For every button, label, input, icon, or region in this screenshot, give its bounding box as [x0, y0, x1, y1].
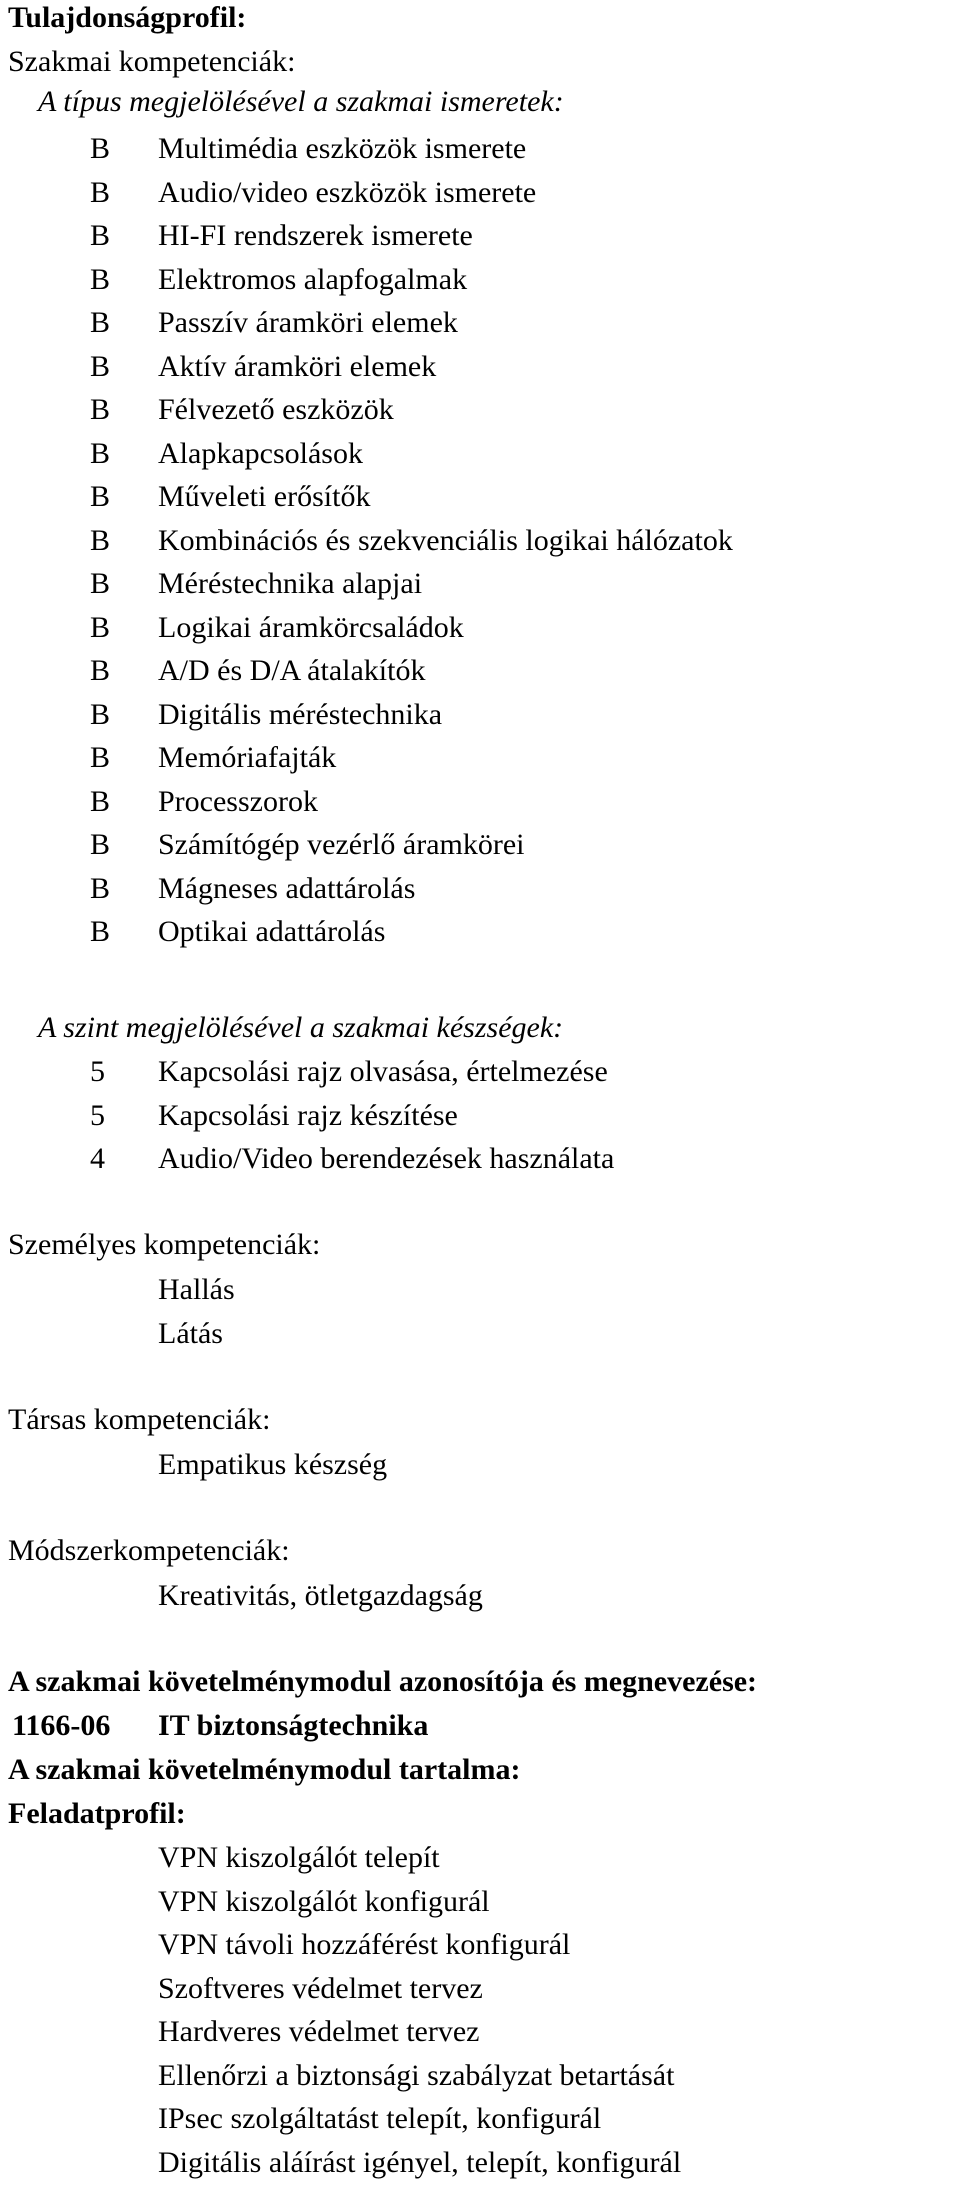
social-item: Empatikus készség [158, 1448, 388, 1481]
item-text: A/D és D/A átalakítók [158, 654, 426, 687]
item-text: Hardveres védelmet tervez [158, 2015, 480, 2048]
item-text: Ellenőrzi a biztonsági szabályzat betartását [158, 2058, 675, 2092]
item-text: Műveleti erősítők [158, 480, 371, 513]
task-item [0, 2054, 960, 2098]
task-item [0, 1967, 960, 2011]
task-item [0, 2097, 960, 2141]
personal-item: Hallás [158, 1273, 235, 1306]
knowledge-item [0, 780, 960, 824]
knowledge-item [0, 475, 960, 519]
skill-item [0, 1137, 960, 1181]
item-text: VPN kiszolgálót telepít [158, 1841, 440, 1874]
knowledge-item [0, 258, 960, 302]
knowledge-item [0, 171, 960, 215]
item-mark: 5 [90, 1055, 105, 1088]
item-text: Aktív áramköri elemek [158, 349, 437, 383]
item-mark: B [90, 654, 111, 687]
module-id-name: IT biztonságtechnika [158, 1709, 429, 1742]
item-text: Audio/video eszközök ismerete [158, 175, 537, 209]
knowledge-item [0, 910, 960, 954]
item-mark: B [90, 436, 111, 470]
knowledge-item [0, 867, 960, 911]
item-mark: B [90, 871, 111, 905]
item-text: Multimédia eszközök ismerete [158, 132, 527, 165]
method-item: Kreativitás, ötletgazdagság [158, 1579, 483, 1612]
item-mark: B [90, 219, 111, 252]
item-mark: B [90, 262, 111, 296]
knowledge-item [0, 562, 960, 606]
task-item [0, 1923, 960, 1967]
knowledge-item [0, 823, 960, 867]
task-profile-heading: Feladatprofil: [8, 1797, 186, 1830]
item-mark: B [90, 567, 111, 600]
item-text: VPN távoli hozzáférést konfigurál [158, 1928, 571, 1961]
task-item [0, 2010, 960, 2054]
item-text: Processzorok [158, 784, 318, 818]
item-mark: B [90, 306, 111, 339]
knowledge-item [0, 606, 960, 650]
item-text: Félvezető eszközök [158, 393, 394, 426]
module-content-heading: A szakmai követelménymodul tartalma: [8, 1753, 521, 1786]
item-mark: B [90, 349, 111, 383]
item-text: Méréstechnika alapjai [158, 567, 423, 600]
profile-heading: Tulajdonságprofil: [8, 1, 247, 34]
personal-item: Látás [158, 1317, 223, 1350]
knowledge-item [0, 301, 960, 345]
item-text: Digitális aláírást igényel, telepít, konfigurál [158, 2145, 682, 2179]
item-mark: B [90, 784, 111, 818]
item-mark: 4 [90, 1142, 105, 1175]
social-competencies-title: Társas kompetenciák: [8, 1403, 271, 1436]
item-text: Kapcsolási rajz készítése [158, 1098, 458, 1132]
knowledge-heading: A típus megjelölésével a szakmai ismeretek: [38, 85, 564, 118]
knowledge-item [0, 388, 960, 432]
item-text: Kapcsolási rajz olvasása, értelmezése [158, 1055, 608, 1088]
knowledge-item [0, 736, 960, 780]
item-text: Memóriafajták [158, 741, 337, 774]
item-text: Alapkapcsolások [158, 436, 363, 470]
knowledge-item [0, 519, 960, 563]
module-id-heading: A szakmai követelménymodul azonosítója és megnevezése: [8, 1665, 758, 1698]
skill-item [0, 1050, 960, 1094]
item-mark: B [90, 828, 111, 861]
item-text: Passzív áramköri elemek [158, 306, 458, 339]
item-text: Elektromos alapfogalmak [158, 262, 468, 296]
item-text: Mágneses adattárolás [158, 871, 416, 905]
item-text: Logikai áramkörcsaládok [158, 610, 464, 644]
item-text: Kombinációs és szekvenciális logikai hálózatok [158, 523, 733, 557]
item-mark: B [90, 915, 111, 948]
item-mark: B [90, 175, 111, 209]
item-text: HI-FI rendszerek ismerete [158, 219, 473, 252]
item-mark: B [90, 132, 111, 165]
knowledge-item [0, 432, 960, 476]
professional-competencies-title: Szakmai kompetenciák: [8, 45, 296, 78]
personal-competencies-title: Személyes kompetenciák: [8, 1228, 321, 1261]
knowledge-item [0, 649, 960, 693]
item-text: Digitális méréstechnika [158, 697, 443, 731]
item-mark: B [90, 523, 111, 557]
task-item [0, 1880, 960, 1924]
module-id-code: 1166-06 [12, 1709, 111, 1742]
item-mark: B [90, 393, 111, 426]
item-mark: B [90, 480, 111, 513]
item-mark: B [90, 697, 111, 731]
knowledge-item [0, 345, 960, 389]
item-mark: 5 [90, 1098, 105, 1132]
method-competencies-title: Módszerkompetenciák: [8, 1534, 290, 1567]
skill-item [0, 1094, 960, 1138]
item-text: VPN kiszolgálót konfigurál [158, 1884, 490, 1918]
item-text: Audio/Video berendezések használata [158, 1142, 615, 1175]
knowledge-item [0, 127, 960, 171]
item-text: IPsec szolgáltatást telepít, konfigurál [158, 2102, 602, 2135]
task-item [0, 2141, 960, 2185]
skills-heading: A szint megjelölésével a szakmai készségek: [38, 1011, 564, 1044]
task-item [0, 1836, 960, 1880]
item-text: Szoftveres védelmet tervez [158, 1971, 483, 2005]
item-mark: B [90, 741, 111, 774]
item-mark: B [90, 610, 111, 644]
item-text: Optikai adattárolás [158, 915, 386, 948]
knowledge-item [0, 693, 960, 737]
knowledge-item [0, 214, 960, 258]
item-text: Számítógép vezérlő áramkörei [158, 828, 525, 861]
